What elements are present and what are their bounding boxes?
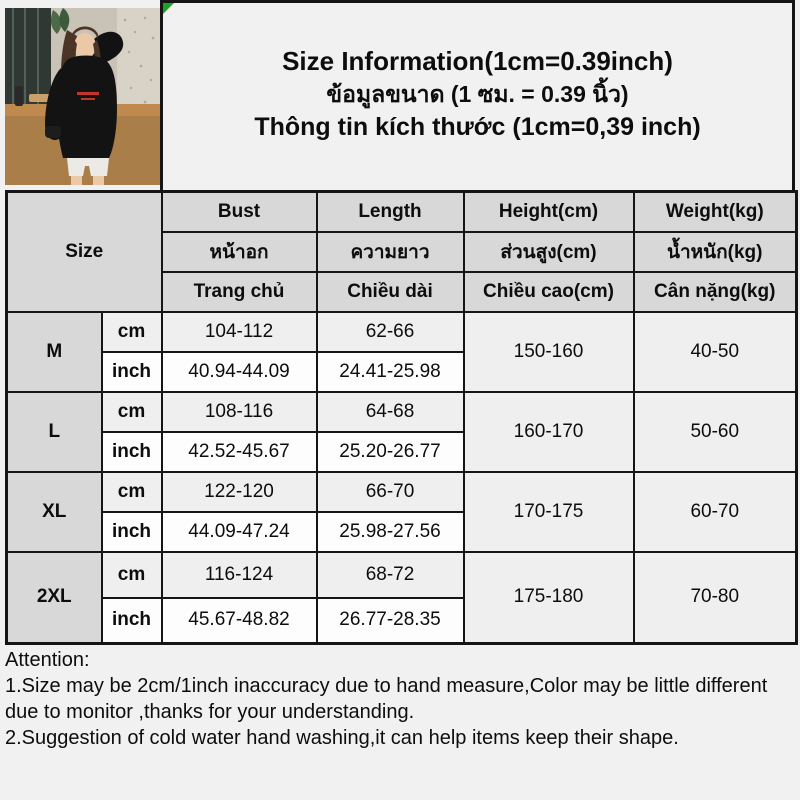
unit-cm: cm xyxy=(102,552,162,598)
height-range-value: 150-160 xyxy=(464,312,634,392)
bust-cm-value: 116-124 xyxy=(162,552,317,598)
col-length-vi: Chiều dài xyxy=(317,272,464,312)
col-weight-en: Weight(kg) xyxy=(634,192,797,232)
col-height-vi: Chiều cao(cm) xyxy=(464,272,634,312)
col-length-th: ความยาว xyxy=(317,232,464,272)
col-bust-vi: Trang chủ xyxy=(162,272,317,312)
header-row-english xyxy=(7,192,797,232)
table-row-m-cm xyxy=(7,312,797,352)
col-height-en: Height(cm) xyxy=(464,192,634,232)
height-range-value: 160-170 xyxy=(464,392,634,472)
unit-inch: inch xyxy=(102,512,162,552)
col-weight-vi: Cân nặng(kg) xyxy=(634,272,797,312)
length-inch-value: 26.77-28.35 xyxy=(317,598,464,644)
length-cm-value: 62-66 xyxy=(317,312,464,352)
title-vietnamese: Thông tin kích thước (1cm=0,39 inch) xyxy=(254,113,701,141)
unit-cm: cm xyxy=(102,472,162,512)
bust-inch-value: 40.94-44.09 xyxy=(162,352,317,392)
size-header: Size xyxy=(7,192,162,312)
col-length-en: Length xyxy=(317,192,464,232)
size-label-l: L xyxy=(7,392,102,472)
length-inch-value: 25.98-27.56 xyxy=(317,512,464,552)
attention-note-1: 1.Size may be 2cm/1inch inaccuracy due to hand measure,Color may be little different due to monitor ,thanks for your understanding. xyxy=(5,675,768,723)
length-cm-value: 64-68 xyxy=(317,392,464,432)
unit-cm: cm xyxy=(102,392,162,432)
unit-inch: inch xyxy=(102,598,162,644)
weight-range-value: 50-60 xyxy=(634,392,797,472)
attention-heading: Attention: xyxy=(5,649,90,671)
title-thai: ข้อมูลขนาด (1 ซม. = 0.39 นิ้ว) xyxy=(326,81,629,107)
product-photo-illustration xyxy=(5,8,160,185)
size-table xyxy=(5,190,798,645)
bust-cm-value: 122-120 xyxy=(162,472,317,512)
size-label-xl: XL xyxy=(7,472,102,552)
bust-cm-value: 108-116 xyxy=(162,392,317,432)
col-weight-th: น้ำหนัก(kg) xyxy=(634,232,797,272)
height-range-value: 175-180 xyxy=(464,552,634,644)
weight-range-value: 60-70 xyxy=(634,472,797,552)
height-range-value: 170-175 xyxy=(464,472,634,552)
green-corner-marker-icon xyxy=(163,3,174,14)
size-label-m: M xyxy=(7,312,102,392)
unit-cm: cm xyxy=(102,312,162,352)
size-label-2xl: 2XL xyxy=(7,552,102,644)
bust-inch-value: 42.52-45.67 xyxy=(162,432,317,472)
bust-inch-value: 44.09-47.24 xyxy=(162,512,317,552)
weight-range-value: 70-80 xyxy=(634,552,797,644)
col-bust-en: Bust xyxy=(162,192,317,232)
unit-inch: inch xyxy=(102,352,162,392)
col-bust-th: หน้าอก xyxy=(162,232,317,272)
product-photo xyxy=(5,8,160,185)
weight-range-value: 40-50 xyxy=(634,312,797,392)
length-cm-value: 68-72 xyxy=(317,552,464,598)
length-cm-value: 66-70 xyxy=(317,472,464,512)
length-inch-value: 25.20-26.77 xyxy=(317,432,464,472)
bust-cm-value: 104-112 xyxy=(162,312,317,352)
unit-inch: inch xyxy=(102,432,162,472)
bust-inch-value: 45.67-48.82 xyxy=(162,598,317,644)
title-english: Size Information(1cm=0.39inch) xyxy=(282,46,673,76)
table-row-2xl-cm xyxy=(7,552,797,598)
length-inch-value: 24.41-25.98 xyxy=(317,352,464,392)
title-block xyxy=(160,0,795,190)
table-row-l-cm xyxy=(7,392,797,432)
attention-note-2: 2.Suggestion of cold water hand washing,it can help items keep their shape. xyxy=(5,727,679,749)
col-height-th: ส่วนสูง(cm) xyxy=(464,232,634,272)
attention-section xyxy=(5,647,798,751)
table-row-xl-cm xyxy=(7,472,797,512)
